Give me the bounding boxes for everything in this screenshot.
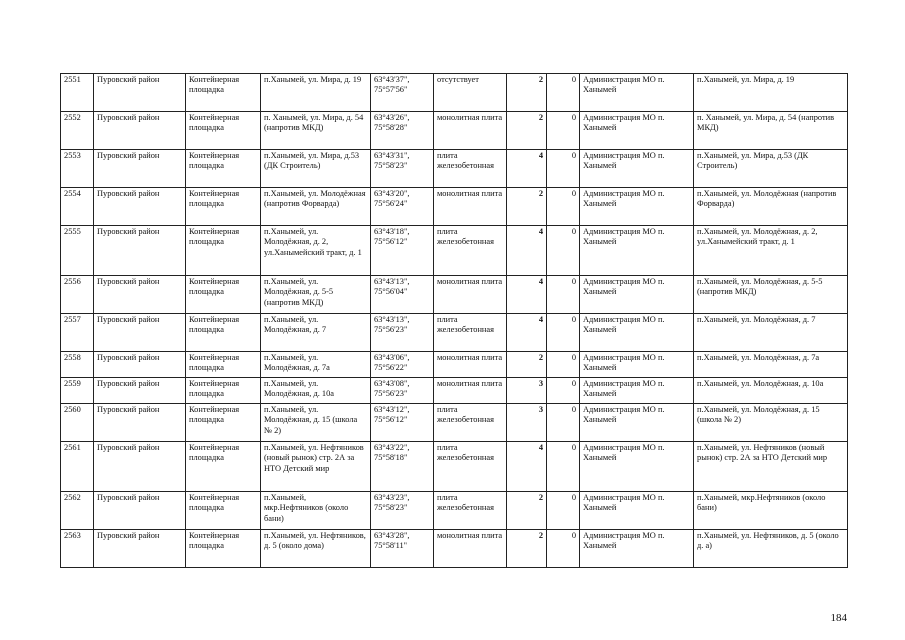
- source-address-cell: п.Ханымей, ул. Молодёжная (напротив Форварда): [694, 188, 848, 226]
- owner-cell: Администрация МО п. Ханымей: [580, 188, 694, 226]
- district-cell: Пуровский район: [94, 112, 186, 150]
- table-row: [61, 226, 848, 276]
- other-count-cell: 0: [547, 112, 580, 150]
- coordinates-cell: 63°43'23", 75°58'23": [371, 492, 434, 530]
- row-number: 2558: [61, 352, 94, 378]
- owner-cell: Администрация МО п. Ханымей: [580, 276, 694, 314]
- owner-cell: Администрация МО п. Ханымей: [580, 530, 694, 568]
- source-address-cell: п.Ханымей, ул. Молодёжная, д. 7а: [694, 352, 848, 378]
- row-number: 2553: [61, 150, 94, 188]
- surface-cell: монолитная плита: [434, 530, 507, 568]
- source-address-cell: п.Ханымей, ул. Мира, д.53 (ДК Строитель): [694, 150, 848, 188]
- object-type-cell: Контейнерная площадка: [186, 226, 261, 276]
- other-count-cell: 0: [547, 352, 580, 378]
- surface-cell: монолитная плита: [434, 188, 507, 226]
- address-cell: п. Ханымей, ул. Мира, д. 54 (напротив МКД): [261, 112, 371, 150]
- object-type-cell: Контейнерная площадка: [186, 188, 261, 226]
- row-number: 2556: [61, 276, 94, 314]
- row-number: 2557: [61, 314, 94, 352]
- surface-cell: монолитная плита: [434, 112, 507, 150]
- surface-cell: плита железобетонная: [434, 404, 507, 442]
- owner-cell: Администрация МО п. Ханымей: [580, 492, 694, 530]
- container-count-cell: 2: [507, 112, 547, 150]
- object-type-cell: Контейнерная площадка: [186, 314, 261, 352]
- address-cell: п.Ханымей, ул. Молодёжная, д. 5-5 (напротив МКД): [261, 276, 371, 314]
- district-cell: Пуровский район: [94, 188, 186, 226]
- other-count-cell: 0: [547, 150, 580, 188]
- district-cell: Пуровский район: [94, 442, 186, 492]
- container-count-cell: 3: [507, 404, 547, 442]
- page-number: 184: [830, 612, 847, 624]
- other-count-cell: 0: [547, 492, 580, 530]
- table-row: [61, 112, 848, 150]
- source-address-cell: п.Ханымей, ул. Мира, д. 19: [694, 74, 848, 112]
- object-type-cell: Контейнерная площадка: [186, 530, 261, 568]
- surface-cell: монолитная плита: [434, 378, 507, 404]
- coordinates-cell: 63°43'22", 75°58'18": [371, 442, 434, 492]
- surface-cell: плита железобетонная: [434, 150, 507, 188]
- table-row: [61, 530, 848, 568]
- container-count-cell: 4: [507, 226, 547, 276]
- other-count-cell: 0: [547, 442, 580, 492]
- address-cell: п.Ханымей, ул. Нефтяников, д. 5 (около дома): [261, 530, 371, 568]
- coordinates-cell: 63°43'13", 75°56'04": [371, 276, 434, 314]
- row-number: 2554: [61, 188, 94, 226]
- object-type-cell: Контейнерная площадка: [186, 378, 261, 404]
- address-cell: п.Ханымей, ул. Молодёжная, д. 15 (школа № 2): [261, 404, 371, 442]
- source-address-cell: п.Ханымей, ул. Молодёжная, д. 10а: [694, 378, 848, 404]
- container-count-cell: 2: [507, 74, 547, 112]
- address-cell: п.Ханымей, ул. Мира, д.53 (ДК Строитель): [261, 150, 371, 188]
- object-type-cell: Контейнерная площадка: [186, 404, 261, 442]
- district-cell: Пуровский район: [94, 314, 186, 352]
- address-cell: п.Ханымей, ул. Молодёжная, д. 10а: [261, 378, 371, 404]
- row-number: 2551: [61, 74, 94, 112]
- other-count-cell: 0: [547, 404, 580, 442]
- owner-cell: Администрация МО п. Ханымей: [580, 314, 694, 352]
- table-row: [61, 404, 848, 442]
- owner-cell: Администрация МО п. Ханымей: [580, 150, 694, 188]
- other-count-cell: 0: [547, 530, 580, 568]
- table-row: [61, 352, 848, 378]
- table-row: [61, 314, 848, 352]
- table-row: [61, 492, 848, 530]
- row-number: 2555: [61, 226, 94, 276]
- row-number: 2562: [61, 492, 94, 530]
- district-cell: Пуровский район: [94, 226, 186, 276]
- table-row: [61, 276, 848, 314]
- district-cell: Пуровский район: [94, 530, 186, 568]
- source-address-cell: п.Ханымей, ул. Молодёжная, д. 7: [694, 314, 848, 352]
- other-count-cell: 0: [547, 226, 580, 276]
- owner-cell: Администрация МО п. Ханымей: [580, 74, 694, 112]
- other-count-cell: 0: [547, 378, 580, 404]
- container-count-cell: 2: [507, 530, 547, 568]
- container-count-cell: 2: [507, 352, 547, 378]
- surface-cell: плита железобетонная: [434, 226, 507, 276]
- source-address-cell: п. Ханымей, ул. Мира, д. 54 (напротив МКД): [694, 112, 848, 150]
- other-count-cell: 0: [547, 188, 580, 226]
- coordinates-cell: 63°43'13", 75°56'23": [371, 314, 434, 352]
- source-address-cell: п.Ханымей, ул. Молодёжная, д. 15 (школа № 2): [694, 404, 848, 442]
- object-type-cell: Контейнерная площадка: [186, 112, 261, 150]
- coordinates-cell: 63°43'12", 75°56'12": [371, 404, 434, 442]
- other-count-cell: 0: [547, 74, 580, 112]
- district-cell: Пуровский район: [94, 492, 186, 530]
- owner-cell: Администрация МО п. Ханымей: [580, 352, 694, 378]
- owner-cell: Администрация МО п. Ханымей: [580, 226, 694, 276]
- row-number: 2560: [61, 404, 94, 442]
- object-type-cell: Контейнерная площадка: [186, 492, 261, 530]
- address-cell: п.Ханымей, ул. Молодёжная, д. 7а: [261, 352, 371, 378]
- container-count-cell: 2: [507, 188, 547, 226]
- district-cell: Пуровский район: [94, 150, 186, 188]
- object-type-cell: Контейнерная площадка: [186, 74, 261, 112]
- owner-cell: Администрация МО п. Ханымей: [580, 404, 694, 442]
- address-cell: п.Ханымей, ул. Молодёжная, д. 2, ул.Ханымейский тракт, д. 1: [261, 226, 371, 276]
- surface-cell: монолитная плита: [434, 352, 507, 378]
- district-cell: Пуровский район: [94, 404, 186, 442]
- surface-cell: плита железобетонная: [434, 442, 507, 492]
- coordinates-cell: 63°43'20", 75°56'24": [371, 188, 434, 226]
- district-cell: Пуровский район: [94, 74, 186, 112]
- coordinates-cell: 63°43'26", 75°58'28": [371, 112, 434, 150]
- registry-table: [60, 73, 848, 568]
- table-row: [61, 442, 848, 492]
- address-cell: п.Ханымей, ул. Молодёжная, д. 7: [261, 314, 371, 352]
- owner-cell: Администрация МО п. Ханымей: [580, 112, 694, 150]
- table-row: [61, 150, 848, 188]
- container-count-cell: 3: [507, 378, 547, 404]
- surface-cell: отсутствует: [434, 74, 507, 112]
- other-count-cell: 0: [547, 276, 580, 314]
- district-cell: Пуровский район: [94, 276, 186, 314]
- owner-cell: Администрация МО п. Ханымей: [580, 378, 694, 404]
- address-cell: п.Ханымей, ул. Мира, д. 19: [261, 74, 371, 112]
- container-count-cell: 4: [507, 442, 547, 492]
- coordinates-cell: 63°43'28", 75°58'11": [371, 530, 434, 568]
- table-row: [61, 74, 848, 112]
- district-cell: Пуровский район: [94, 378, 186, 404]
- container-count-cell: 4: [507, 150, 547, 188]
- address-cell: п.Ханымей, ул. Молодёжная (напротив Форварда): [261, 188, 371, 226]
- surface-cell: плита железобетонная: [434, 314, 507, 352]
- coordinates-cell: 63°43'06", 75°56'22": [371, 352, 434, 378]
- district-cell: Пуровский район: [94, 352, 186, 378]
- row-number: 2552: [61, 112, 94, 150]
- surface-cell: плита железобетонная: [434, 492, 507, 530]
- coordinates-cell: 63°43'18", 75°56'12": [371, 226, 434, 276]
- object-type-cell: Контейнерная площадка: [186, 352, 261, 378]
- container-count-cell: 4: [507, 276, 547, 314]
- surface-cell: монолитная плита: [434, 276, 507, 314]
- container-count-cell: 4: [507, 314, 547, 352]
- address-cell: п.Ханымей, мкр.Нефтяников (около бани): [261, 492, 371, 530]
- object-type-cell: Контейнерная площадка: [186, 442, 261, 492]
- source-address-cell: п.Ханымей, ул. Нефтяников, д. 5 (около д. а): [694, 530, 848, 568]
- object-type-cell: Контейнерная площадка: [186, 276, 261, 314]
- source-address-cell: п.Ханымей, мкр.Нефтяников (около бани): [694, 492, 848, 530]
- coordinates-cell: 63°43'31", 75°58'23": [371, 150, 434, 188]
- coordinates-cell: 63°43'08", 75°56'23": [371, 378, 434, 404]
- source-address-cell: п.Ханымей, ул. Молодёжная, д. 2, ул.Ханымейский тракт, д. 1: [694, 226, 848, 276]
- address-cell: п.Ханымей, ул. Нефтяников (новый рынок) стр. 2А за НТО Детский мир: [261, 442, 371, 492]
- table-row: [61, 188, 848, 226]
- source-address-cell: п.Ханымей, ул. Молодёжная, д. 5-5 (напротив МКД): [694, 276, 848, 314]
- container-count-cell: 2: [507, 492, 547, 530]
- row-number: 2561: [61, 442, 94, 492]
- table-row: [61, 378, 848, 404]
- other-count-cell: 0: [547, 314, 580, 352]
- source-address-cell: п.Ханымей, ул. Нефтяников (новый рынок) стр. 2А за НТО Детский мир: [694, 442, 848, 492]
- coordinates-cell: 63°43'37", 75°57'56": [371, 74, 434, 112]
- object-type-cell: Контейнерная площадка: [186, 150, 261, 188]
- row-number: 2559: [61, 378, 94, 404]
- owner-cell: Администрация МО п. Ханымей: [580, 442, 694, 492]
- row-number: 2563: [61, 530, 94, 568]
